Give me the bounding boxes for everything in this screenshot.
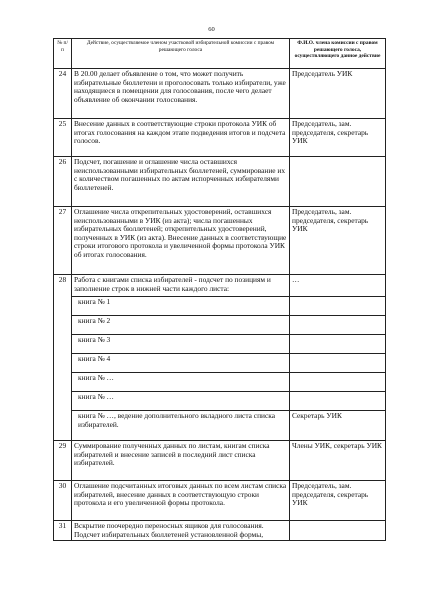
book-label: книга № 1 xyxy=(72,297,290,316)
row-number: 25 xyxy=(54,119,72,157)
book-label: книга № 2 xyxy=(72,316,290,335)
book-person xyxy=(290,297,386,316)
row-number: 26 xyxy=(54,157,72,207)
row-action: Вскрытие поочередно переносных ящиков для голосования. Подсчет избирательных бюллетеней установленной формы, xyxy=(72,521,290,541)
row-person: Председатель, зам. председателя, секретарь УИК xyxy=(290,119,386,157)
book-label: книга № 4 xyxy=(72,354,290,373)
table-header-row xyxy=(54,39,386,69)
row-person xyxy=(290,521,386,541)
book-row xyxy=(54,392,386,411)
row-action: Внесение данных в соответствующие строки протокола УИК об итогах голосования на каждом этапе подведения итогов и подсчета голосов. xyxy=(72,119,290,157)
table-row xyxy=(54,441,386,481)
book-row xyxy=(54,316,386,335)
book-row xyxy=(54,297,386,316)
row-number: 30 xyxy=(54,481,72,521)
table-row xyxy=(54,275,386,297)
book-row xyxy=(54,335,386,354)
book-person xyxy=(290,373,386,392)
book-label: книга № … xyxy=(72,392,290,411)
row-action: Оглашение числа открепительных удостоверений, оставшихся неиспользованными в УИК (из акта); числа погашенных избирательных бюллетеней; открепительных удостоверений, полученных в УИК (из акта). Внесение данных в соответствующие строки итогового протокола и увеличенной формы протокола УИК об итогах голосования. xyxy=(72,207,290,275)
table-row xyxy=(54,119,386,157)
header-num: № п/п xyxy=(54,39,72,69)
book-label: книга № … xyxy=(72,373,290,392)
row-number: 28 xyxy=(54,275,72,441)
header-person: Ф.И.О. члена комиссии с правом решающего голоса, осуществляющего данное действие xyxy=(290,39,386,69)
row-number: 31 xyxy=(54,521,72,541)
row-action: Суммирование полученных данных по листам, книгам списка избирателей и внесение записей в последний лист списка избирателей. xyxy=(72,441,290,481)
table-row xyxy=(54,157,386,207)
row-person: Председатель, зам. председателя, секретарь УИК xyxy=(290,481,386,521)
book-person xyxy=(290,392,386,411)
book-label: книга № …, ведение дополнительного вкладного листа списка избирателей. xyxy=(72,411,290,441)
book-person xyxy=(290,316,386,335)
page-number: 60 xyxy=(208,26,215,33)
table-row xyxy=(54,521,386,541)
book-row xyxy=(54,354,386,373)
row-action: Работа с книгами списка избирателей - подсчет по позициям и заполнение строк в нижней части каждого листа: xyxy=(72,275,290,297)
row-person: Члены УИК, секретарь УИК xyxy=(290,441,386,481)
row-number: 24 xyxy=(54,69,72,119)
row-person: Председатель УИК xyxy=(290,69,386,119)
row-action: Оглашение подсчитанных итоговых данных по всем листам списка избирателей, внесение данных в соответствующую строки протокола и его увеличенной формы протокола. xyxy=(72,481,290,521)
row-number: 29 xyxy=(54,441,72,481)
book-row xyxy=(54,373,386,392)
book-label: книга № 3 xyxy=(72,335,290,354)
table-row xyxy=(54,69,386,119)
book-person xyxy=(290,354,386,373)
row-number: 27 xyxy=(54,207,72,275)
row-person xyxy=(290,157,386,207)
row-person: Председатель, зам. председателя, секретарь УИК xyxy=(290,207,386,275)
book-person: Секретарь УИК xyxy=(290,411,386,441)
table-row xyxy=(54,481,386,521)
book-person xyxy=(290,335,386,354)
row-action: Подсчет, погашение и оглашение числа оставшихся неиспользованными избирательных бюллетеней, суммирование их с количеством погашенных по актам испорченных избирателями бюллетеней. xyxy=(72,157,290,207)
header-action: Действие, осуществляемое членом участковой избирательной комиссии с правом решающего голоса xyxy=(72,39,290,69)
book-row xyxy=(54,411,386,441)
procedure-table xyxy=(53,38,386,541)
row-action: В 20.00 делает объявление о том, что может получить избирательные бюллетени и проголосовать только избиратели, уже находящиеся в помещении для голосования, после чего делает объявление об окончании голосования. xyxy=(72,69,290,119)
row-person: … xyxy=(290,275,386,297)
table-row xyxy=(54,207,386,275)
